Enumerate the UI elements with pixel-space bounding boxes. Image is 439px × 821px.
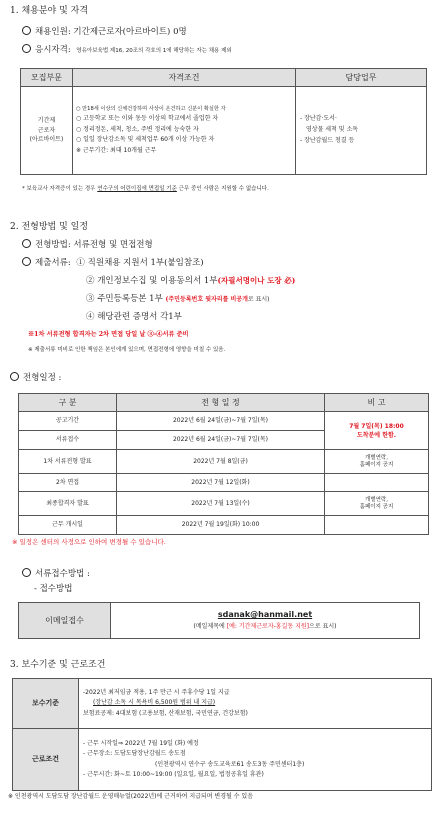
schedule-date: 2022년 7월 13일(수) bbox=[117, 492, 325, 516]
header-dept: 모집부문 bbox=[21, 69, 73, 87]
doc-post-note: 로 표시) bbox=[247, 296, 270, 303]
selection-method bbox=[22, 239, 439, 251]
circle-bullet-icon bbox=[22, 239, 31, 248]
circle-bullet-icon bbox=[22, 26, 31, 35]
circle-bullet-icon bbox=[22, 257, 31, 266]
schedule-table bbox=[18, 393, 429, 535]
work-line: - 근무시간: 화~토 10:00~19:00 (일요일, 월요일, 법정공휴일 휴관) bbox=[83, 771, 264, 778]
section1-title: 1. 채용분야 및 자격 bbox=[10, 6, 89, 16]
docs-label: 제출서류: bbox=[35, 258, 71, 268]
pass-note: ※1차 서류전형 합격자는 2차 면접 당일 날 ③-④서류 준비 bbox=[28, 331, 189, 338]
email-note-pre: (메일제목에 bbox=[193, 623, 225, 631]
schedule-date: 2022년 6월 24일(금)~7월 7일(목) bbox=[117, 412, 325, 431]
pay-line: 보험료공제: 4대보험 (고용보험, 산재보험, 국민연금, 건강보험) bbox=[83, 709, 248, 717]
duty-line: 영상물 세척 및 소독 bbox=[306, 126, 359, 134]
footer-note: ※ 인천광역시 도담도담 장난감월드 운영매뉴얼(2022년)에 근거하여 지급되며 변경될 수 있음 bbox=[8, 793, 254, 800]
qualification-label: 응시자격: bbox=[35, 45, 71, 55]
qualification-note bbox=[22, 186, 439, 193]
dept-line: (아르바이트) bbox=[29, 136, 64, 144]
doc-text: 해당관련 증명서 각1부 bbox=[97, 312, 182, 322]
schedule-title: 전형일정 : bbox=[23, 373, 62, 383]
note-pre: * 보육교사 자격증이 있는 경우 bbox=[22, 186, 96, 192]
work-cell bbox=[79, 729, 432, 791]
doc-text: 개인정보수집 및 이용동의서 1부 bbox=[97, 276, 218, 286]
doc-text: 직원채용 지원서 1부(붙임참조) bbox=[87, 258, 204, 268]
pay-cell bbox=[79, 679, 432, 729]
schedule-date: 2022년 7월 19일(화) 10:00 bbox=[117, 516, 325, 535]
dept-line: 기간제 bbox=[37, 117, 56, 125]
docs-line-1 bbox=[22, 257, 439, 269]
schedule-heading bbox=[10, 372, 439, 384]
doc-number: ③ bbox=[86, 294, 95, 304]
email-label: 이메일접수 bbox=[19, 603, 111, 639]
recruit-count bbox=[22, 26, 439, 38]
dept-cell bbox=[21, 87, 73, 175]
deadline-note: 7월 7일(목) 18:00 도착분에 한함. bbox=[325, 412, 429, 450]
return-note: ※ 제출서류 미비로 인한 책임은 본인에게 있으며, 면접전형에 영향을 미칠 수 있음. bbox=[28, 347, 226, 353]
condition-line: ※ 근무기간: 최대 10개월 근무 bbox=[76, 146, 157, 154]
conditions-cell bbox=[73, 87, 296, 175]
section2-title: 2. 전형방법 및 일정 bbox=[10, 222, 89, 232]
conditions-table bbox=[12, 678, 432, 791]
work-label: 근로조건 bbox=[13, 729, 79, 791]
receipt-sub: - 접수방법 bbox=[34, 584, 73, 594]
work-line: (인천광역시 연수구 송도교육로61 송도3동 주민센터1층) bbox=[155, 760, 305, 768]
schedule-header-date: 전 형 일 정 bbox=[117, 394, 325, 412]
circle-bullet-icon bbox=[10, 372, 19, 381]
condition-line: ○ 일일 장난감소독 및 세척업무 60개 이상 가능한 자 bbox=[76, 136, 215, 144]
schedule-row bbox=[19, 450, 429, 474]
schedule-row bbox=[19, 516, 429, 535]
pay-label: 보수기준 bbox=[13, 679, 79, 729]
email-note-post: 으로 표시) bbox=[309, 623, 337, 631]
schedule-row bbox=[19, 492, 429, 516]
doc-red-note: (자필서명이나 도장 必) bbox=[217, 276, 296, 285]
schedule-name: 공고기간 bbox=[19, 412, 117, 431]
work-line: - 근무장소: 도담도담장난감월드 송도점 bbox=[83, 750, 186, 757]
dept-line: 근로자 bbox=[37, 126, 56, 134]
condition-line: ○ 만18세 이상의 신체건강하며 사상이 온건하고 신분이 확실한 자 bbox=[76, 105, 226, 112]
schedule-name: 서류접수 bbox=[19, 431, 117, 450]
schedule-name: 2차 면접 bbox=[19, 474, 117, 492]
condition-line: ○ 정리정돈, 세척, 청소, 주변 정리에 능숙한 자 bbox=[76, 125, 199, 133]
header-conditions: 자격조건 bbox=[73, 69, 296, 87]
change-note: ※ 일정은 센터의 사정으로 인하여 변경될 수 있습니다. bbox=[12, 538, 166, 546]
email-note-red: [예: 기간제근로자-홍길동 지원] bbox=[226, 623, 310, 631]
header-duties: 담당업무 bbox=[296, 69, 427, 87]
docs-line-2 bbox=[86, 276, 439, 287]
schedule-row bbox=[19, 412, 429, 431]
schedule-row bbox=[19, 474, 429, 492]
email-cell bbox=[111, 603, 420, 639]
condition-line: ○ 고등학교 또는 이와 동등 이상의 학교에서 졸업한 자 bbox=[76, 115, 219, 123]
schedule-note bbox=[325, 474, 429, 492]
qualification-table bbox=[20, 68, 427, 175]
receipt-title: 서류접수방법 : bbox=[35, 569, 90, 579]
recruit-count-text: 채용인원: 기간제근로자(아르바이트) 0명 bbox=[35, 27, 187, 37]
duty-line: - 장난감·도서· bbox=[300, 115, 337, 123]
schedule-header-row bbox=[19, 394, 429, 412]
email-table bbox=[18, 602, 420, 639]
schedule-header-name: 구 분 bbox=[19, 394, 117, 412]
circle-bullet-icon bbox=[22, 44, 31, 53]
schedule-date: 2022년 7월 12일(화) bbox=[117, 474, 325, 492]
duties-cell bbox=[296, 87, 427, 175]
doc-number: ② bbox=[86, 276, 95, 286]
duty-line: - 장난감월드 청결 등 bbox=[300, 136, 355, 144]
docs-line-4 bbox=[86, 312, 439, 323]
schedule-note bbox=[325, 516, 429, 535]
qualification bbox=[22, 44, 439, 56]
schedule-name: 최종합격자 발표 bbox=[19, 492, 117, 516]
schedule-date: 2022년 6월 24일(금)~7월 7일(목) bbox=[117, 431, 325, 450]
schedule-note: 개별연락, 홈페이지 공지 bbox=[325, 492, 429, 516]
section3-title: 3. 보수기준 및 근로조건 bbox=[10, 660, 106, 670]
receipt-heading bbox=[22, 568, 439, 580]
schedule-header-note: 비 고 bbox=[325, 394, 429, 412]
work-line: - 근무 시작일⇒ 2022년 7월 19일 (화) 예정 bbox=[83, 739, 199, 747]
schedule-name: 1차 서류전형 발표 bbox=[19, 450, 117, 474]
schedule-name: 근무 개시일 bbox=[19, 516, 117, 535]
note-underline: 연수구의 어린이집에 면접일 기준 bbox=[97, 186, 177, 192]
docs-line-3 bbox=[86, 294, 439, 305]
pay-line: (장난감 소독 시 목욕비 6,500원 범위 내 지급) bbox=[93, 699, 216, 707]
note-post: 근무 중인 사람은 지원할 수 없습니다. bbox=[178, 186, 269, 192]
doc-number: ④ bbox=[86, 312, 95, 322]
doc-text: 주민등록등본 1부 bbox=[97, 294, 163, 304]
doc-red-note: (주민등록번호 뒷자리를 비공개 bbox=[165, 296, 248, 303]
doc-number: ① bbox=[76, 258, 85, 268]
circle-bullet-icon bbox=[22, 568, 31, 577]
selection-method-text: 전형방법: 서류전형 및 면접전형 bbox=[35, 240, 153, 250]
qualification-detail: 영유아보육법 제16, 20조의 각호의 1에 해당하는 자는 채용 제외 bbox=[76, 48, 232, 54]
email-address[interactable]: sdanak@hanmail.net bbox=[217, 610, 313, 620]
pay-line: -2022년 최저임금 적용, 1주 만근 시 주휴수당 1일 지급 bbox=[83, 689, 230, 697]
schedule-date: 2022년 7월 8일(금) bbox=[117, 450, 325, 474]
schedule-note: 개별연락, 홈페이지 공지 bbox=[325, 450, 429, 474]
